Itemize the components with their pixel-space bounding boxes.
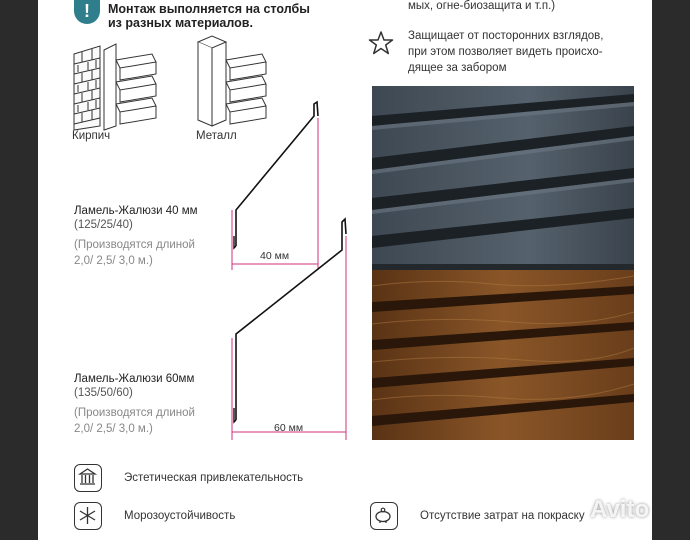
privacy-text bbox=[408, 28, 648, 76]
product-60-length-line2: 2,0/ 2,5/ 3,0 м.) bbox=[74, 423, 153, 435]
brick-label: Кирпич bbox=[72, 130, 111, 142]
product-60-info bbox=[74, 373, 195, 437]
privacy-line1: Защищает от посторонних взглядов, bbox=[408, 30, 604, 42]
fence-photo bbox=[372, 86, 634, 440]
product-40-dims: (125/25/40) bbox=[74, 219, 133, 231]
feature-frost-resistance: Морозоустойчивость bbox=[124, 510, 236, 522]
product-40-title: Ламель-Жалюзи 40 мм bbox=[74, 205, 198, 217]
product-40-length-line2: 2,0/ 2,5/ 3,0 м.) bbox=[74, 255, 153, 267]
snowflake-icon bbox=[74, 502, 102, 530]
building-icon bbox=[74, 464, 102, 492]
star-icon bbox=[368, 30, 394, 56]
profile-40-dimension: 40 мм bbox=[260, 250, 290, 262]
fire-protection-text: мых, огне-биозащита и т.п.) bbox=[408, 0, 556, 12]
mount-note bbox=[108, 2, 310, 30]
product-60-dims: (135/50/60) bbox=[74, 387, 133, 399]
mount-note-line2: из разных материалов. bbox=[108, 16, 253, 30]
avito-watermark: Avito bbox=[590, 496, 650, 523]
product-60-title: Ламель-Жалюзи 60мм bbox=[74, 373, 195, 385]
piggy-bank-icon bbox=[370, 502, 398, 530]
feature-no-paint-costs: Отсутствие затрат на покраску bbox=[420, 510, 585, 522]
profile-60-drawing bbox=[224, 212, 354, 442]
brick-mount-illustration bbox=[70, 40, 162, 132]
profile-60-dimension: 60 мм bbox=[274, 422, 304, 434]
product-40-info bbox=[74, 205, 198, 269]
privacy-line2: при этом позволяет видеть происхо- bbox=[408, 46, 603, 58]
product-60-length-line1: (Производятся длиной bbox=[74, 407, 195, 419]
privacy-line3: дящее за забором bbox=[408, 62, 507, 74]
metal-label: Металл bbox=[196, 130, 237, 142]
exclamation-icon: ! bbox=[74, 0, 100, 24]
feature-aesthetics: Эстетическая привлекательность bbox=[124, 472, 304, 484]
product-sheet bbox=[38, 0, 652, 540]
product-40-length-line1: (Производятся длиной bbox=[74, 239, 195, 251]
mount-note-line1: Монтаж выполняется на столбы bbox=[108, 2, 310, 16]
